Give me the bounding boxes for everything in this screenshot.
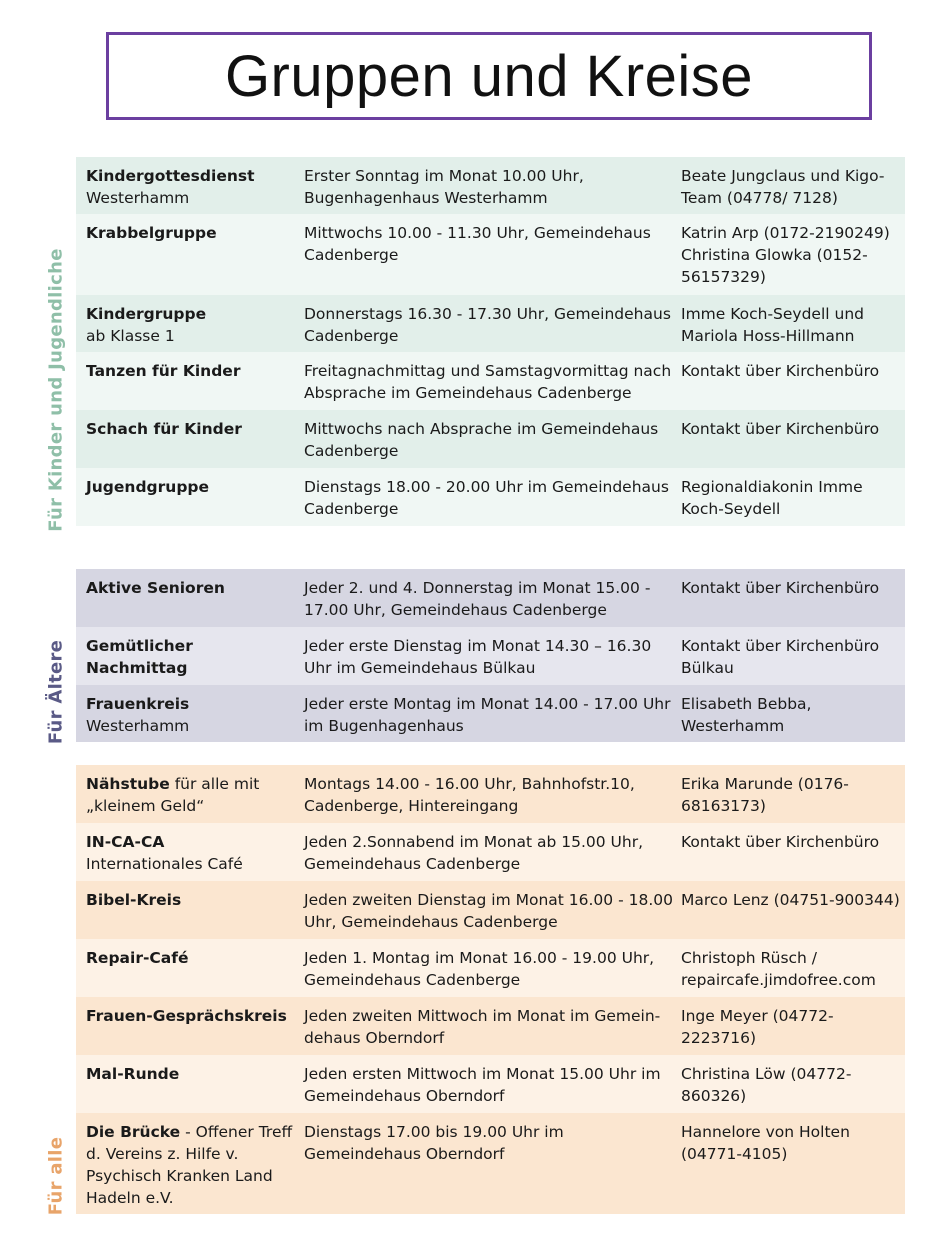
table-row	[76, 1113, 905, 1214]
contact: Beate Jungclaus und Kigo-Team (04778/ 7128)	[681, 167, 885, 207]
time-location: Dienstags 17.00 bis 19.00 Uhr im Gemeindehaus Oberndorf	[304, 1123, 564, 1163]
group-name-cell	[86, 165, 304, 214]
table-row	[76, 468, 905, 526]
contact: Kontakt über Kirchenbüro	[681, 420, 880, 438]
time-location: Jeden 1. Montag im Monat 16.00 - 19.00 Uhr, Gemeindehaus Cadenberge	[304, 949, 655, 989]
contact: Imme Koch-Seydell und Mariola Hoss-Hillmann	[681, 305, 864, 345]
contact: Kontakt über Kirchenbüro Bülkau	[681, 637, 880, 677]
section-2	[76, 569, 905, 742]
table-row	[76, 685, 905, 742]
time-location: Jeden zweiten Mittwoch im Monat im Gemein-dehaus Oberndorf	[304, 1007, 661, 1047]
group-name: Kindergottesdienst	[86, 167, 255, 185]
group-name: Die Brücke	[86, 1123, 181, 1141]
group-name-cell	[86, 693, 304, 742]
contact: Kontakt über Kirchenbüro	[681, 362, 880, 380]
group-name-cell	[86, 360, 304, 410]
group-name: Gemütlicher Nachmittag	[86, 637, 193, 677]
table-row	[76, 569, 905, 627]
group-name: Tanzen für Kinder	[86, 362, 241, 380]
section-1	[76, 157, 905, 526]
contact: Inge Meyer (04772-2223716)	[681, 1007, 834, 1047]
section-label: Für Kinder und Jugendliche	[45, 248, 67, 532]
table-row	[76, 1055, 905, 1113]
group-name-extra: - Offener Treff d. Vereins z. Hilfe v. Psychisch Kranken Land Hadeln e.V.	[86, 1123, 293, 1207]
time-location: Dienstags 18.00 - 20.00 Uhr im Gemeindehaus Cadenberge	[304, 478, 669, 518]
time-location: Jeden 2.Sonnabend im Monat ab 15.00 Uhr, Gemeindehaus Cadenberge	[304, 833, 644, 873]
table-row	[76, 214, 905, 295]
group-name: Jugendgruppe	[86, 478, 210, 496]
time-location: Montags 14.00 - 16.00 Uhr, Bahnhofstr.10, Cadenberge, Hintereingang	[304, 775, 635, 815]
group-name-cell	[86, 1005, 304, 1055]
group-name: Krabbelgruppe	[86, 224, 217, 242]
group-name: Nähstube	[86, 775, 170, 793]
contact: Kontakt über Kirchenbüro	[681, 833, 880, 851]
group-name: Mal-Runde	[86, 1065, 180, 1083]
group-name-cell	[86, 222, 304, 295]
group-name-cell	[86, 831, 304, 881]
group-name-cell	[86, 1063, 304, 1113]
group-name: Frauen-Gesprächskreis	[86, 1007, 287, 1025]
table-row	[76, 410, 905, 468]
group-name-cell	[86, 303, 304, 352]
time-location: Erster Sonntag im Monat 10.00 Uhr, Bugenhagenhaus Westerhamm	[304, 167, 584, 207]
contact: Elisabeth Bebba, Westerhamm	[681, 695, 812, 735]
time-location: Jeder 2. und 4. Donnerstag im Monat 15.00 - 17.00 Uhr, Gemeindehaus Cadenberge	[304, 579, 651, 619]
page-title: Gruppen und Kreise	[224, 43, 754, 109]
time-location: Jeder erste Montag im Monat 14.00 - 17.00 Uhr im Bugenhagenhaus	[304, 695, 671, 735]
group-name-extra: ab Klasse 1	[86, 327, 175, 345]
contact: Marco Lenz (04751-900344)	[681, 891, 900, 909]
contact: Erika Marunde (0176-68163173)	[681, 775, 849, 815]
contact: Hannelore von Holten (04771-4105)	[681, 1123, 850, 1163]
contact: Kontakt über Kirchenbüro	[681, 579, 880, 597]
group-name-extra: Internationales Café	[86, 855, 243, 873]
section-label: Für Ältere	[45, 639, 67, 745]
table-row	[76, 352, 905, 410]
contact: Katrin Arp (0172-2190249) Christina Glowka (0152-56157329)	[681, 224, 890, 286]
time-location: Freitagnachmittag und Samstagvormittag nach Absprache im Gemeindehaus Cadenberge	[304, 362, 672, 402]
contact: Christina Löw (04772-860326)	[681, 1065, 852, 1105]
group-name-cell	[86, 947, 304, 997]
group-name-extra: Westerhamm	[86, 717, 190, 735]
group-name: Schach für Kinder	[86, 420, 242, 438]
group-name-cell	[86, 773, 304, 823]
group-name-cell	[86, 476, 304, 526]
group-name: Frauenkreis	[86, 695, 190, 713]
contact: Regionaldiakonin Imme Koch-Seydell	[681, 478, 863, 518]
table-row	[76, 295, 905, 352]
time-location: Jeden zweiten Dienstag im Monat 16.00 - 18.00 Uhr, Gemeindehaus Cadenberge	[304, 891, 673, 931]
table-row	[76, 765, 905, 823]
title-box	[106, 32, 872, 120]
group-name: IN-CA-CA	[86, 833, 165, 851]
table-row	[76, 939, 905, 997]
group-name: Bibel-Kreis	[86, 891, 182, 909]
table-row	[76, 823, 905, 881]
time-location: Donnerstags 16.30 - 17.30 Uhr, Gemeindehaus Cadenberge	[304, 305, 671, 345]
group-name-cell	[86, 1121, 304, 1214]
group-name: Repair-Café	[86, 949, 189, 967]
time-location: Jeder erste Dienstag im Monat 14.30 – 16.30 Uhr im Gemeindehaus Bülkau	[304, 637, 652, 677]
table-row	[76, 997, 905, 1055]
group-name-extra: für alle mit „kleinem Geld“	[86, 775, 260, 815]
group-name: Kindergruppe	[86, 305, 207, 323]
section-3	[76, 765, 905, 1214]
table-row	[76, 881, 905, 939]
group-name-cell	[86, 418, 304, 468]
group-name-extra: Westerhamm	[86, 189, 190, 207]
group-name-cell	[86, 635, 304, 685]
group-name: Aktive Senioren	[86, 579, 225, 597]
group-name-cell	[86, 577, 304, 627]
table-row	[76, 627, 905, 685]
contact: Christoph Rüsch / repaircafe.jimdofree.com	[681, 949, 876, 989]
time-location: Mittwochs 10.00 - 11.30 Uhr, Gemeindehaus Cadenberge	[304, 224, 651, 264]
table-row	[76, 157, 905, 214]
group-name-cell	[86, 889, 304, 939]
section-label: Für alle	[45, 1136, 67, 1216]
time-location: Jeden ersten Mittwoch im Monat 15.00 Uhr im Gemeindehaus Oberndorf	[304, 1065, 661, 1105]
time-location: Mittwochs nach Absprache im Gemeindehaus Cadenberge	[304, 420, 659, 460]
